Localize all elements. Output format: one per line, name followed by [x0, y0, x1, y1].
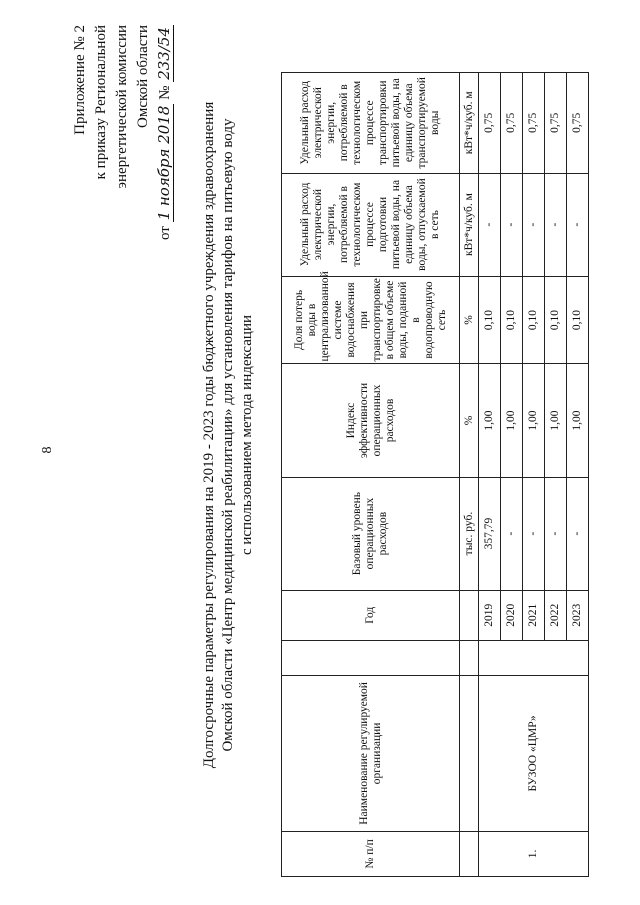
header-org: Наименование регулируемой организации — [282, 676, 460, 832]
appendix-date-line — [154, 25, 176, 345]
el2-cell: 0,75 — [479, 73, 501, 174]
appendix-order-line: к приказу Региональной — [93, 25, 109, 180]
el2-cell: 0,75 — [523, 73, 545, 174]
title-line-1: Долгосрочные параметры регулирования на 2019 - 2023 годы бюджетного учреждения здравоохранения — [201, 101, 217, 769]
number-prefix: № — [157, 85, 173, 100]
unit-el1: кВт*ч/куб. м — [460, 173, 479, 276]
loss-cell: 0,10 — [523, 276, 545, 364]
loss-cell: 0,10 — [479, 276, 501, 364]
index-cell: 1,00 — [523, 364, 545, 477]
header-base: Базовый уровень операционных расходов — [282, 477, 460, 590]
table-header-row — [282, 73, 460, 877]
title-line-3: с использованием метода индексации — [239, 314, 255, 556]
header-gap — [282, 640, 460, 675]
base-cell: - — [501, 477, 523, 590]
loss-cell: 0,10 — [545, 276, 567, 364]
year-cell: 2022 — [545, 590, 567, 640]
loss-cell: 0,10 — [567, 276, 589, 364]
unit-year — [460, 590, 479, 640]
el1-cell: - — [545, 173, 567, 276]
unit-el2: кВт*ч/куб. м — [460, 73, 479, 174]
handwritten-number: 233/54 — [155, 27, 173, 80]
org-number-cell: 1. — [479, 831, 589, 876]
unit-org — [460, 676, 479, 832]
base-cell: - — [567, 477, 589, 590]
gap-cell — [479, 640, 589, 675]
year-cell: 2020 — [501, 590, 523, 640]
unit-base: тыс. руб. — [460, 477, 479, 590]
parameters-table — [281, 72, 589, 877]
el1-cell: - — [523, 173, 545, 276]
base-cell: - — [545, 477, 567, 590]
page-number: 8 — [40, 446, 55, 454]
table-units-row — [460, 73, 479, 877]
el2-cell: 0,75 — [501, 73, 523, 174]
el2-cell: 0,75 — [545, 73, 567, 174]
appendix-region-line: Омской области — [135, 25, 151, 128]
title-line-2: Омской области «Центр медицинской реабилитации» для установления тарифов на питьевую воду — [220, 118, 236, 752]
year-cell: 2019 — [479, 590, 501, 640]
index-cell: 1,00 — [479, 364, 501, 477]
table-row — [479, 73, 501, 877]
appendix-commission-line: энергетической комиссии — [114, 25, 130, 189]
header-year: Год — [282, 590, 460, 640]
appendix-title: Приложение № 2 — [72, 25, 88, 135]
document-title — [200, 85, 257, 785]
header-num: № п/п — [282, 831, 460, 876]
base-cell: - — [523, 477, 545, 590]
year-cell: 2021 — [523, 590, 545, 640]
el1-cell: - — [501, 173, 523, 276]
handwritten-date: 1 ноября 2018 — [155, 105, 173, 221]
year-cell: 2023 — [567, 590, 589, 640]
index-cell: 1,00 — [501, 364, 523, 477]
base-cell: 357,79 — [479, 477, 501, 590]
el1-cell: - — [567, 173, 589, 276]
appendix-header — [70, 25, 176, 345]
unit-num — [460, 831, 479, 876]
org-name-cell: БУЗОО «ЦМР» — [479, 676, 589, 832]
el2-cell: 0,75 — [567, 73, 589, 174]
loss-cell: 0,10 — [501, 276, 523, 364]
unit-index: % — [460, 364, 479, 477]
header-el1: Удельный расход электрической энергии, потребляемой в технологическом процессе подготовки питьевой воды, на единицу объема воды, отпускаемой в сеть — [282, 173, 460, 276]
header-loss: Доля потерь воды в централизованной системе водоснабжения при транспортировке в общем объеме воды, поданной в водопроводную сеть — [282, 276, 460, 364]
unit-loss: % — [460, 276, 479, 364]
el1-cell: - — [479, 173, 501, 276]
index-cell: 1,00 — [567, 364, 589, 477]
date-prefix: от — [157, 226, 173, 240]
header-el2: Удельный расход электрической энергии, потребляемой в технологическом процессе транспортировки питьевой воды, на единицу объема транспортируемой воды — [282, 73, 460, 174]
index-cell: 1,00 — [545, 364, 567, 477]
unit-gap — [460, 640, 479, 675]
header-index: Индекс эффективности операционных расходов — [282, 364, 460, 477]
